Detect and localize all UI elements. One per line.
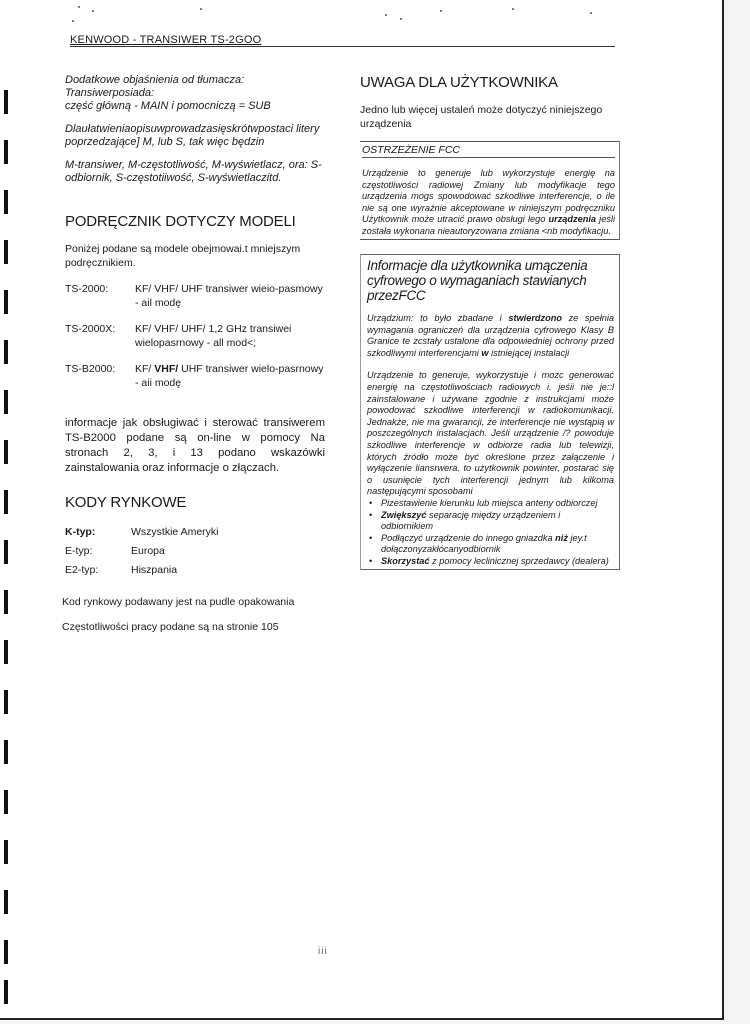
fcc-warning-body bbox=[362, 168, 615, 237]
remedy-text: separację między urządzeniem i odbiornikiem bbox=[381, 509, 561, 532]
fcc-info-para2: Urządzenie to generuje, wykorzystuje i mozc generować energię na częstotliwościach radiowych i. jeśii nie je::l zainstalowane i używane zgodnie z instrukcjami może powodować szkodliwe interferencji w radiokomunikacji. Jednakże, nie ma gwarancji, że interferencje nie wystąpią w poszczególnych instalacjach. Jeśli urządzenie /? powoduje szkodliwe interferencje w odbiorze radia lub telewizji, których źródło może być określone przez załączenie i wyłączenie liansrwera. to użytkownik powinter, postarać się o usunięcie tych interferencji jednym lub kilkoma następującymi sposobami bbox=[367, 370, 614, 497]
model-desc: KF/ VHF/ UHF transiwer wieio-pasmowy - ail modę bbox=[135, 283, 323, 309]
left-column bbox=[62, 74, 325, 634]
model-desc-post: UHF transiwer wielo-pasrnowy - aii modę bbox=[135, 363, 324, 389]
remedy-text: z pomocy leclinicznej sprzedawcy (dealera) bbox=[429, 555, 609, 566]
models-heading: PODRĘCZNIK DOTYCZY MODELI bbox=[65, 213, 296, 230]
user-notice-text: Jedno lub więcej ustaleń może dotyczyć niniejszego urządzenia bbox=[360, 104, 603, 130]
market-value: Hiszpania bbox=[131, 564, 178, 576]
fcc-info-text: ze spełnia wymagania ograniczeń dla urządzenia cyfrowego Klasy B Granice te zcstały ustalone dla odpowiedniej ochrony przed szkodliwymi interferencjami bbox=[367, 313, 614, 358]
fcc-warning-text-end: jeśli została wykonana nieautoryzowana zmiana <nb modyfikacju. bbox=[362, 214, 615, 236]
market-code: E2-typ: bbox=[65, 564, 99, 576]
note-examples: M-transiwer, M-częstotliwość, M-wyświetlacz, ora: S-odbiornik, S-częstotiiwość, S-wyświetlaczitd. bbox=[65, 159, 322, 184]
remedy-item bbox=[367, 556, 614, 568]
remedy-bold: Zwiększyć bbox=[381, 509, 427, 520]
remedy-item bbox=[367, 498, 614, 510]
market-codes bbox=[65, 525, 325, 577]
binding-holes bbox=[4, 90, 12, 1020]
model-row bbox=[65, 282, 325, 310]
market-row bbox=[65, 544, 325, 558]
market-heading: KODY RYNKOWE bbox=[65, 494, 187, 511]
model-row bbox=[65, 362, 325, 390]
fcc-info-text: Urządzium: to było zbadane i bbox=[367, 313, 509, 323]
market-note: Kod rynkowy podawany jest na pudle opakowania bbox=[62, 596, 295, 608]
page-number: iii bbox=[318, 946, 328, 957]
fcc-info-title: Informacje dla użytkownika umączenia cyfrowego o wymaganiach stawianych przezFCC bbox=[367, 258, 588, 303]
note-line: część główną - MAIN i pomocniczą = SUB bbox=[65, 100, 271, 112]
note-line: Transiwerposiada: bbox=[65, 87, 155, 99]
models-list bbox=[65, 282, 325, 390]
model-desc: KF/ VHF/ UHF/ 1,2 GHz transiwei wielopasrnowy - all mod<; bbox=[135, 323, 292, 349]
fcc-warning-bold: urządzenia bbox=[548, 214, 596, 224]
header-rule bbox=[70, 46, 615, 47]
model-code: TS-B2000: bbox=[65, 363, 116, 375]
remedy-text: jey.t dołączonyzakłócanyodbiornik bbox=[381, 532, 587, 555]
note-abbreviation: Dlaułatwieniaopisuwprowadzasięskrótwpostaci litery poprzedzające] M, lub S, tak więc będzin bbox=[65, 123, 320, 148]
remedy-text: Pizestawienie kierunku lub miejsca anteny odbiorczej bbox=[381, 497, 598, 508]
market-code: K-typ: bbox=[65, 526, 96, 538]
right-column bbox=[360, 74, 620, 570]
frequency-note: Częstotliwości pracy podane są na stronie 105 bbox=[62, 621, 279, 633]
remedy-bold: Skorzystać bbox=[381, 555, 430, 566]
market-value: Wszystkie Ameryki bbox=[131, 526, 219, 538]
model-desc-pre: KF/ bbox=[135, 363, 155, 375]
fcc-info-para1 bbox=[367, 313, 614, 359]
market-value: Europa bbox=[131, 545, 165, 557]
fcc-info-bold: w bbox=[481, 347, 489, 358]
note-line: Dodatkowe objaśnienia od tłumacza: bbox=[65, 74, 245, 86]
market-row bbox=[65, 525, 325, 539]
remedy-list bbox=[367, 498, 614, 568]
fcc-warning-box bbox=[360, 141, 620, 240]
remedy-bold: niż bbox=[555, 532, 568, 543]
fcc-warning-title: OSTRZEŻENIE FCC bbox=[362, 144, 615, 158]
model-code: TS-2000X: bbox=[65, 323, 116, 335]
fcc-warning-text: Urządzenie to generuje lub wykorzystuje energię na częstotliwości radiowej Zmiany lub modyfikacje tego urządzenia mogs spowodować szkodliwe interferencje, o ile nie są one wyraźnie akceptowane w niniejszym podręczniku Użytkownik może utracić prawo obsługi lego bbox=[362, 168, 615, 224]
fcc-info-bold: stwierdzono bbox=[508, 313, 562, 323]
model-code: TS-2000: bbox=[65, 283, 109, 295]
operation-paragraph: informacje jak obsługiwać i sterować transiwerem TS-B2000 podane są on-line w pomocy Na stronach 2, 3, i 13 podano wskazówki zainstalowania oraz informacje o złączach. bbox=[65, 417, 325, 474]
model-desc-bold: VHF/ bbox=[154, 363, 179, 375]
translator-note bbox=[65, 74, 325, 185]
user-notice-heading: UWAGA DLA UŻYTKOWNIKA bbox=[360, 74, 558, 91]
remedy-text: Podłączyć urządzenie do innego gniazdka bbox=[381, 532, 556, 543]
remedy-item bbox=[367, 533, 614, 556]
model-desc bbox=[135, 362, 325, 390]
fcc-info-box bbox=[360, 254, 620, 570]
market-code: E-typ: bbox=[65, 545, 93, 557]
model-row bbox=[65, 322, 325, 350]
market-row bbox=[65, 563, 325, 577]
fcc-info-body bbox=[367, 313, 614, 498]
remedy-item bbox=[367, 510, 614, 533]
page-header: KENWOOD - TRANSIWER TS-2GOO bbox=[70, 34, 262, 46]
models-intro: Poniżej podane są modele obejmowai.t mniejszym podręcznikiem. bbox=[65, 243, 301, 269]
fcc-info-text: istniejącej instalacji bbox=[488, 347, 570, 358]
